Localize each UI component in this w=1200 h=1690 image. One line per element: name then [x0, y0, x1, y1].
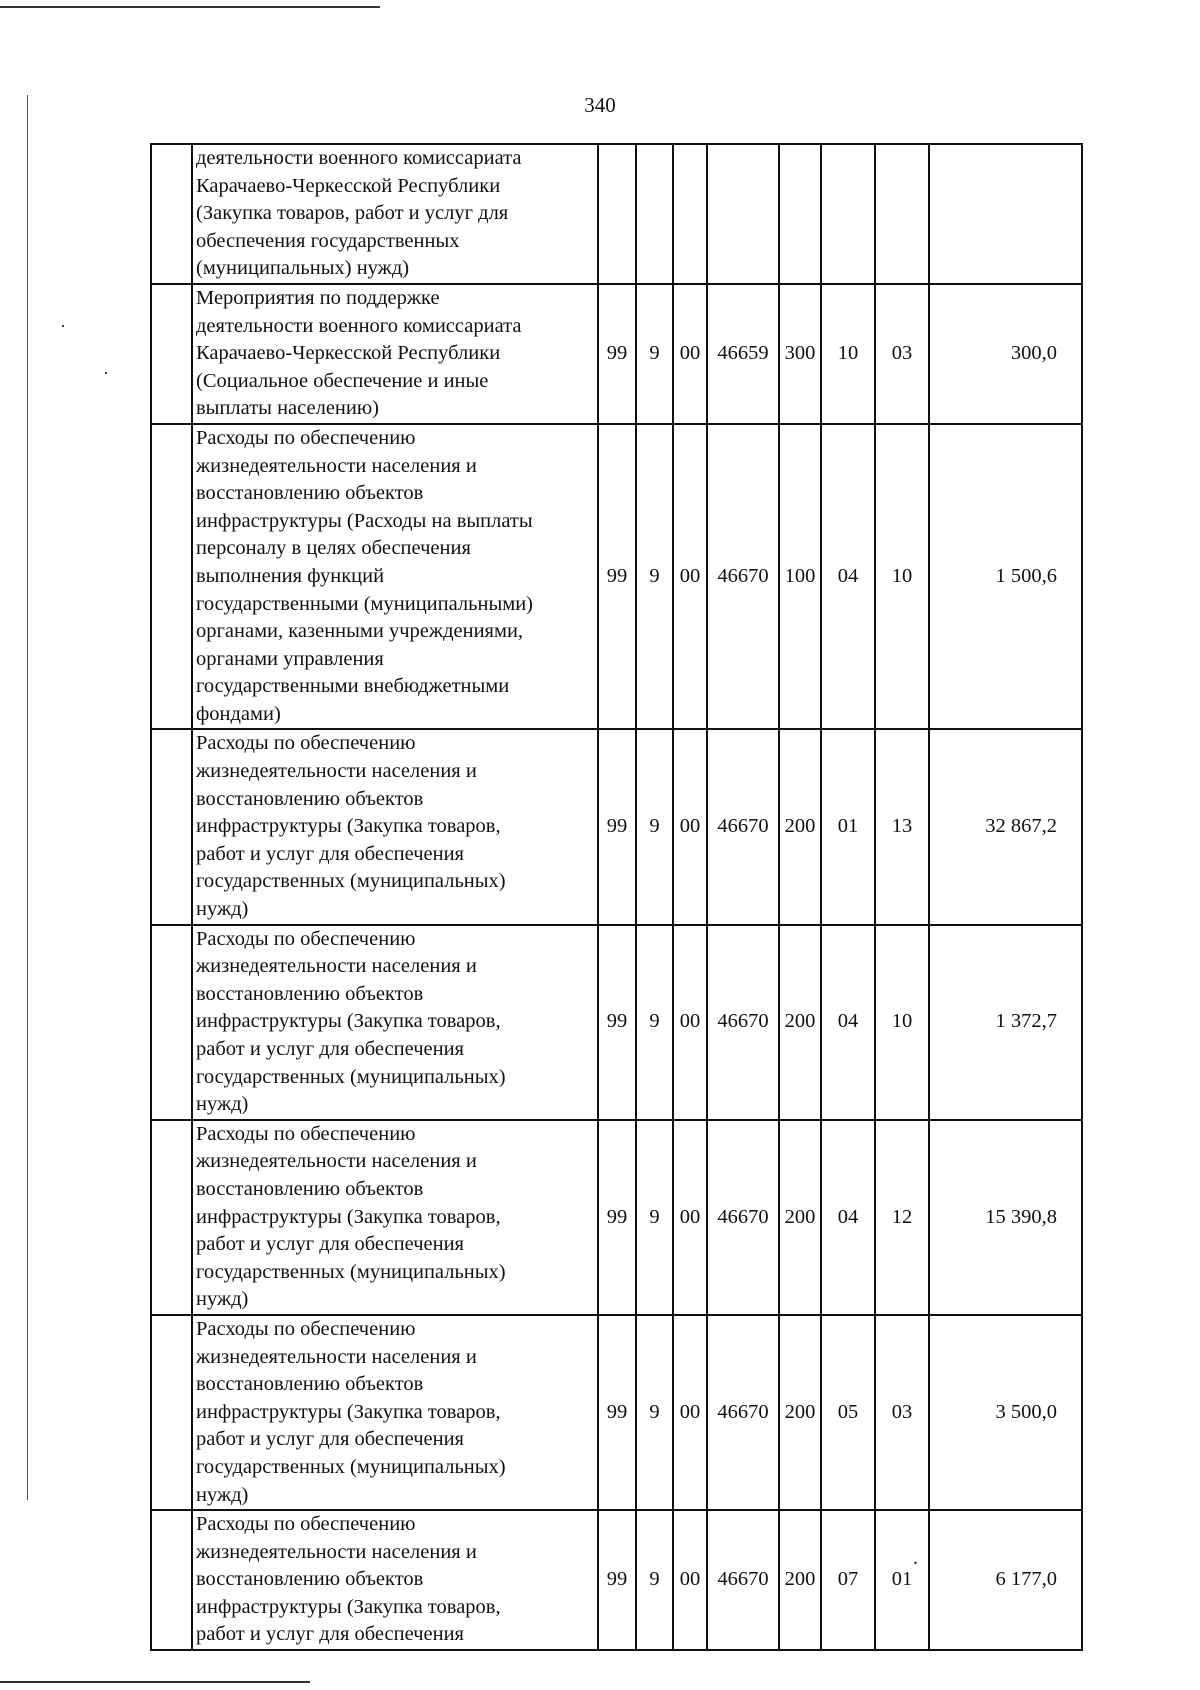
description-line: (Социальное обеспечение и иные	[196, 369, 489, 392]
subsection-code-cell: 03	[875, 1315, 929, 1510]
subprogram-code-cell: 9	[636, 729, 673, 924]
section-code-cell: 07	[821, 1510, 875, 1650]
description-line: Расходы по обеспечению	[196, 732, 416, 755]
table-row	[151, 1120, 1082, 1315]
description-line: работ и услуг для обеспечения	[196, 1623, 464, 1646]
section-code-cell	[821, 144, 875, 284]
expense-type-code-cell: 200	[779, 1315, 821, 1510]
target-code-cell: 46670	[707, 1315, 779, 1510]
row-number-cell	[151, 1510, 192, 1650]
section-code-cell: 05	[821, 1315, 875, 1510]
description-line: выплаты населению)	[196, 397, 380, 420]
sum-cell: 6 177,0	[929, 1510, 1082, 1650]
subsection-code-cell: 01	[875, 1510, 929, 1650]
description-line: Карачаево-Черкесской Республики	[196, 342, 501, 365]
description-line: нужд)	[196, 898, 249, 921]
description-line: Карачаево-Черкесской Республики	[196, 174, 501, 197]
subsection-code-cell: 12	[875, 1120, 929, 1315]
description-line: государственных (муниципальных)	[196, 870, 506, 893]
scan-edge-top	[0, 6, 380, 8]
description-line: фондами)	[196, 702, 281, 725]
row-number-cell	[151, 925, 192, 1120]
description-line: восстановлению объектов	[196, 787, 424, 810]
description-line: государственных (муниципальных)	[196, 1455, 506, 1478]
description-line: Расходы по обеспечению	[196, 1513, 416, 1536]
expense-type-code-cell	[779, 144, 821, 284]
direction-code-cell	[673, 144, 707, 284]
direction-code-cell: 00	[673, 925, 707, 1120]
description-line: органами, казенными учреждениями,	[196, 620, 524, 643]
description-line: жизнедеятельности населения и	[196, 760, 477, 783]
sum-cell	[929, 144, 1082, 284]
table-row	[151, 925, 1082, 1120]
program-code-cell	[598, 144, 636, 284]
sum-cell: 3 500,0	[929, 1315, 1082, 1510]
section-code-cell: 10	[821, 284, 875, 424]
program-code-cell: 99	[598, 1120, 636, 1315]
table-row	[151, 144, 1082, 284]
description-line: восстановлению объектов	[196, 1373, 424, 1396]
description-line: работ и услуг для обеспечения	[196, 1428, 464, 1451]
expense-type-code-cell: 300	[779, 284, 821, 424]
direction-code-cell: 00	[673, 1120, 707, 1315]
section-code-cell: 01	[821, 729, 875, 924]
description-line: Расходы по обеспечению	[196, 1122, 416, 1145]
description-line: государственными (муниципальными)	[196, 592, 533, 615]
expense-type-code-cell: 100	[779, 424, 821, 730]
description-line: Расходы по обеспечению	[196, 927, 416, 950]
description-line: инфраструктуры (Закупка товаров,	[196, 1010, 501, 1033]
description-line: восстановлению объектов	[196, 1177, 424, 1200]
page-number: 340	[584, 93, 616, 117]
subsection-code-cell	[875, 144, 929, 284]
description-line: восстановлению объектов	[196, 1568, 424, 1591]
description-line: инфраструктуры (Закупка товаров,	[196, 815, 501, 838]
description-line: государственных (муниципальных)	[196, 1260, 506, 1283]
description-line: выполнения функций	[196, 564, 385, 587]
description-cell	[192, 424, 598, 730]
scan-edge-bottom	[0, 1681, 310, 1683]
subprogram-code-cell: 9	[636, 1120, 673, 1315]
description-line: Расходы по обеспечению	[196, 426, 416, 449]
target-code-cell: 46670	[707, 424, 779, 730]
scan-speck	[105, 372, 107, 374]
target-code-cell: 46670	[707, 1120, 779, 1315]
description-line: нужд)	[196, 1483, 249, 1506]
description-line: восстановлению объектов	[196, 982, 424, 1005]
table-row	[151, 729, 1082, 924]
description-line: (Закупка товаров, работ и услуг для	[196, 202, 509, 225]
direction-code-cell: 00	[673, 284, 707, 424]
description-line: жизнедеятельности населения и	[196, 1150, 477, 1173]
subprogram-code-cell: 9	[636, 284, 673, 424]
row-number-cell	[151, 1315, 192, 1510]
subsection-code-cell: 03	[875, 284, 929, 424]
sum-cell: 1 372,7	[929, 925, 1082, 1120]
section-code-cell: 04	[821, 925, 875, 1120]
row-number-cell	[151, 144, 192, 284]
description-line: органами управления	[196, 647, 384, 670]
expense-type-code-cell: 200	[779, 729, 821, 924]
description-line: инфраструктуры (Закупка товаров,	[196, 1205, 501, 1228]
subsection-code-cell: 13	[875, 729, 929, 924]
description-line: работ и услуг для обеспечения	[196, 1038, 464, 1060]
scan-speck	[62, 325, 64, 327]
sum-cell: 15 390,8	[929, 1120, 1082, 1315]
description-cell	[192, 1510, 598, 1650]
program-code-cell: 99	[598, 1510, 636, 1650]
row-number-cell	[151, 284, 192, 424]
description-line: работ и услуг для обеспечения	[196, 1233, 464, 1256]
target-code-cell: 46670	[707, 925, 779, 1120]
sum-cell: 1 500,6	[929, 424, 1082, 730]
scan-edge-left	[27, 95, 28, 1500]
description-line: государственных (муниципальных)	[196, 1065, 506, 1088]
subprogram-code-cell: 9	[636, 925, 673, 1120]
row-number-cell	[151, 729, 192, 924]
subsection-code-cell: 10	[875, 925, 929, 1120]
sum-cell: 32 867,2	[929, 729, 1082, 924]
description-line: государственными внебюджетными	[196, 675, 510, 698]
expense-type-code-cell: 200	[779, 925, 821, 1120]
direction-code-cell: 00	[673, 1510, 707, 1650]
description-line: обеспечения государственных	[196, 229, 460, 252]
table-row	[151, 424, 1082, 730]
expense-type-code-cell: 200	[779, 1120, 821, 1315]
description-line: жизнедеятельности населения и	[196, 1540, 477, 1563]
target-code-cell	[707, 144, 779, 284]
subprogram-code-cell: 9	[636, 424, 673, 730]
description-line: инфраструктуры (Закупка товаров,	[196, 1400, 501, 1423]
direction-code-cell: 00	[673, 1315, 707, 1510]
program-code-cell: 99	[598, 729, 636, 924]
description-line: жизнедеятельности населения и	[196, 454, 477, 477]
description-line: жизнедеятельности населения и	[196, 1345, 477, 1368]
program-code-cell: 99	[598, 925, 636, 1120]
description-line: нужд)	[196, 1288, 249, 1311]
table-row	[151, 284, 1082, 424]
expense-type-code-cell: 200	[779, 1510, 821, 1650]
program-code-cell: 99	[598, 424, 636, 730]
subsection-code-cell: 10	[875, 424, 929, 730]
sum-cell: 300,0	[929, 284, 1082, 424]
subprogram-code-cell	[636, 144, 673, 284]
target-code-cell: 46659	[707, 284, 779, 424]
description-cell	[192, 1120, 598, 1315]
description-cell	[192, 1315, 598, 1510]
target-code-cell: 46670	[707, 1510, 779, 1650]
program-code-cell: 99	[598, 284, 636, 424]
row-number-cell	[151, 1120, 192, 1315]
description-cell	[192, 925, 598, 1120]
section-code-cell: 04	[821, 424, 875, 730]
table-row	[151, 1315, 1082, 1510]
description-line: Расходы по обеспечению	[196, 1317, 416, 1340]
program-code-cell: 99	[598, 1315, 636, 1510]
direction-code-cell: 00	[673, 729, 707, 924]
budget-table	[150, 143, 1083, 1651]
description-line: инфраструктуры (Закупка товаров,	[196, 1595, 501, 1618]
table-row	[151, 1510, 1082, 1650]
description-cell	[192, 729, 598, 924]
section-code-cell: 04	[821, 1120, 875, 1315]
description-line: (муниципальных) нужд)	[196, 257, 410, 280]
description-cell	[192, 284, 598, 424]
description-line: работ и услуг для обеспечения	[196, 842, 464, 865]
description-line: деятельности военного комиссариата	[196, 147, 522, 169]
description-line: инфраструктуры (Расходы на выплаты	[196, 509, 533, 532]
description-line: Мероприятия по поддержке	[196, 286, 440, 309]
subprogram-code-cell: 9	[636, 1510, 673, 1650]
subprogram-code-cell: 9	[636, 1315, 673, 1510]
description-line: персоналу в целях обеспечения	[196, 537, 471, 560]
description-line: жизнедеятельности населения и	[196, 955, 477, 978]
scan-speck: .	[913, 1547, 918, 1569]
description-line: деятельности военного комиссариата	[196, 314, 522, 337]
description-line: восстановлению объектов	[196, 482, 424, 505]
target-code-cell: 46670	[707, 729, 779, 924]
direction-code-cell: 00	[673, 424, 707, 730]
description-line: нужд)	[196, 1093, 249, 1116]
description-cell	[192, 144, 598, 284]
row-number-cell	[151, 424, 192, 730]
